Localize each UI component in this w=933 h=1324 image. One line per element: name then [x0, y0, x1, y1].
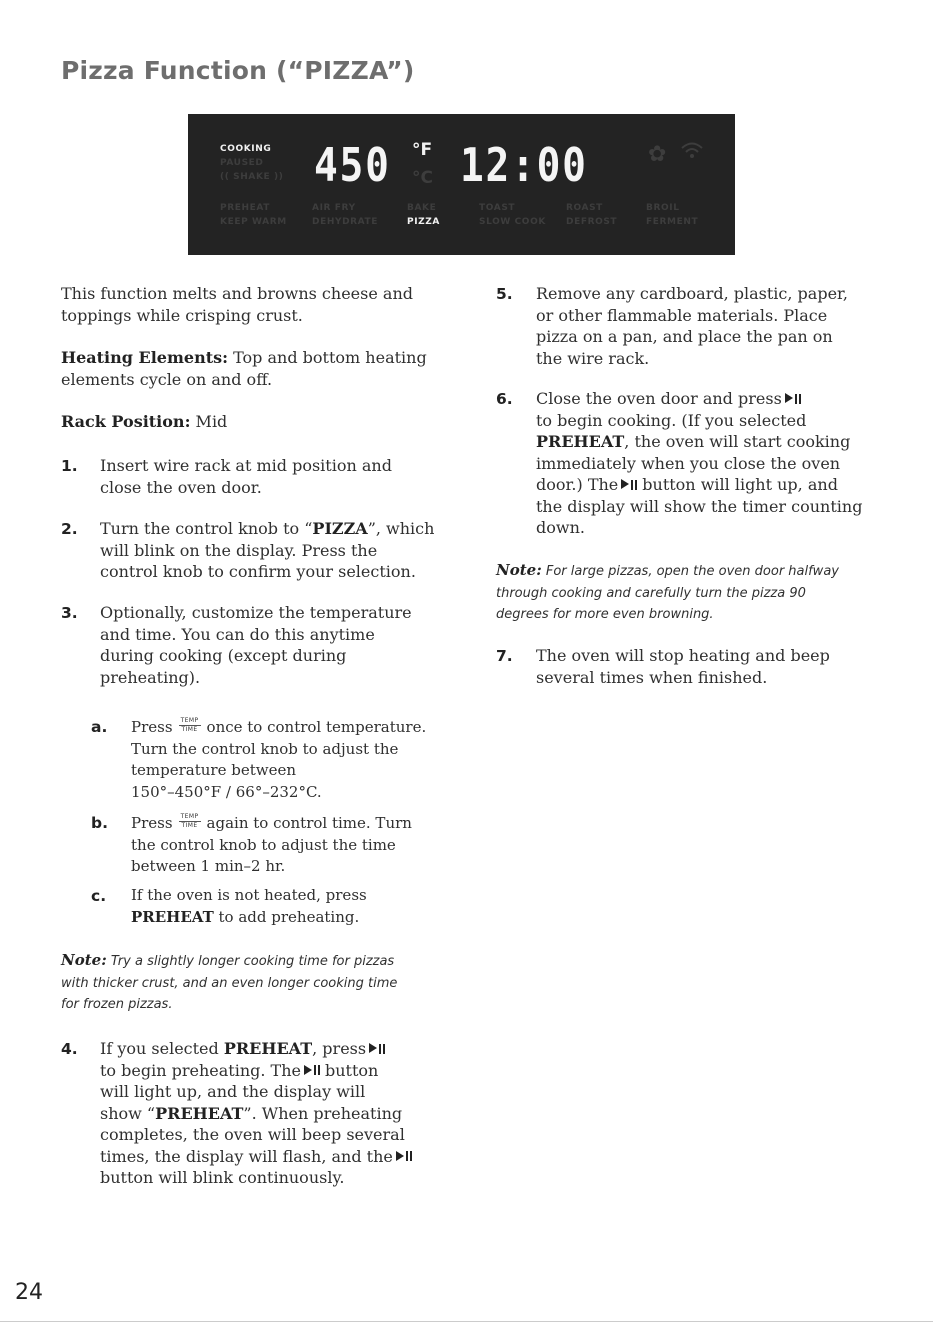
function-toast: TOAST	[479, 203, 516, 213]
step-7-number: 7.	[496, 647, 513, 665]
note-label: Note:	[496, 561, 542, 579]
note-label: Note:	[61, 951, 107, 969]
function-dehydrate: DEHYDRATE	[312, 217, 379, 227]
oven-display-panel	[188, 114, 735, 255]
step-2-text: Turn the control knob to “PIZZA”, which will blink on the display. Press the control knob to confirm your selection.	[100, 519, 435, 581]
note-large-pizzas: Note: For large pizzas, open the oven door halfway through cooking and carefully turn the pizza 90 degrees for more even browning.	[496, 561, 839, 622]
step-6-text: Close the oven door and press to begin cooking. (If you selected PREHEAT, the oven will start cooking immediately when you close the oven door.) The button will light up, and the display will show the timer counting down.	[536, 389, 863, 537]
start-pause-icon	[621, 479, 639, 490]
function-keep-warm: KEEP WARM	[220, 217, 287, 227]
step-5-number: 5.	[496, 285, 513, 303]
substep-b-text: Press TEMP TIME again to control time. Turn the control knob to adjust the time between 1 min–2 hr.	[131, 813, 412, 875]
page-bottom-rule	[0, 1321, 933, 1322]
page-title: Pizza Function (“PIZZA”)	[61, 56, 415, 85]
step-2-number: 2.	[61, 520, 78, 538]
wifi-icon	[680, 140, 704, 160]
function-roast: ROAST	[566, 203, 603, 213]
rack-label: Rack Position:	[61, 412, 191, 431]
heating-elements: Heating Elements: Top and bottom heating elements cycle on and off.	[61, 348, 427, 389]
function-bake: BAKE	[407, 203, 437, 213]
start-pause-icon	[369, 1043, 387, 1054]
page-number: 24	[15, 1280, 43, 1305]
substep-a-text: Press TEMP TIME once to control temperature. Turn the control knob to adjust the temperature between 150°–450°F / 66°–232°C.	[131, 717, 427, 801]
step-1-number: 1.	[61, 457, 78, 475]
function-preheat: PREHEAT	[220, 203, 270, 213]
note-longer-cooking: Note: Try a slightly longer cooking time for pizzas with thicker crust, and an even longer cooking time for frozen pizzas.	[61, 951, 398, 1012]
time-readout: 12:00	[460, 138, 588, 192]
step-3-number: 3.	[61, 604, 78, 622]
start-pause-icon	[396, 1151, 414, 1162]
function-pizza: PIZZA	[407, 217, 440, 227]
intro-paragraph: This function melts and browns cheese and toppings while crisping crust.	[61, 284, 413, 325]
substep-a-letter: a.	[91, 718, 108, 736]
rack-position: Rack Position: Mid	[61, 412, 228, 431]
substep-b-letter: b.	[91, 814, 108, 832]
step-4-number: 4.	[61, 1040, 78, 1058]
status-cooking: COOKING	[220, 144, 272, 154]
step-3-text: Optionally, customize the temperature and time. You can do this anytime during cooking (except during preheating).	[100, 603, 412, 687]
step-5-text: Remove any cardboard, plastic, paper, or other flammable materials. Place pizza on a pan, and place the pan on the wire rack.	[536, 284, 849, 368]
start-pause-icon	[304, 1065, 322, 1076]
unit-fahrenheit: °F	[412, 140, 433, 160]
step-7-text: The oven will stop heating and beep several times when finished.	[536, 646, 830, 687]
heating-label: Heating Elements:	[61, 348, 229, 367]
function-air-fry: AIR FRY	[312, 203, 356, 213]
substep-c-text: If the oven is not heated, press PREHEAT to add preheating.	[131, 886, 367, 926]
status-shake: (( SHAKE ))	[220, 172, 284, 182]
function-broil: BROIL	[646, 203, 680, 213]
step-1-text: Insert wire rack at mid position and close the oven door.	[100, 456, 392, 497]
temp-time-icon: TEMP TIME	[177, 812, 203, 830]
start-pause-icon	[785, 393, 803, 404]
status-paused: PAUSED	[220, 158, 264, 168]
step-4-text: If you selected PREHEAT, press to begin preheating. The button will light up, and the display will show “PREHEAT”. When preheating completes, the oven will beep several times, the display will flash, and the button will blink continuously.	[100, 1038, 470, 1189]
function-ferment: FERMENT	[646, 217, 699, 227]
fan-icon: ✿	[648, 142, 667, 167]
substep-c-letter: c.	[91, 887, 107, 905]
function-defrost: DEFROST	[566, 217, 618, 227]
unit-celsius: °C	[412, 168, 433, 188]
step-6-number: 6.	[496, 390, 513, 408]
temp-time-icon: TEMP TIME	[177, 716, 203, 734]
function-slow-cook: SLOW COOK	[479, 217, 546, 227]
temperature-readout: 450	[314, 138, 391, 192]
